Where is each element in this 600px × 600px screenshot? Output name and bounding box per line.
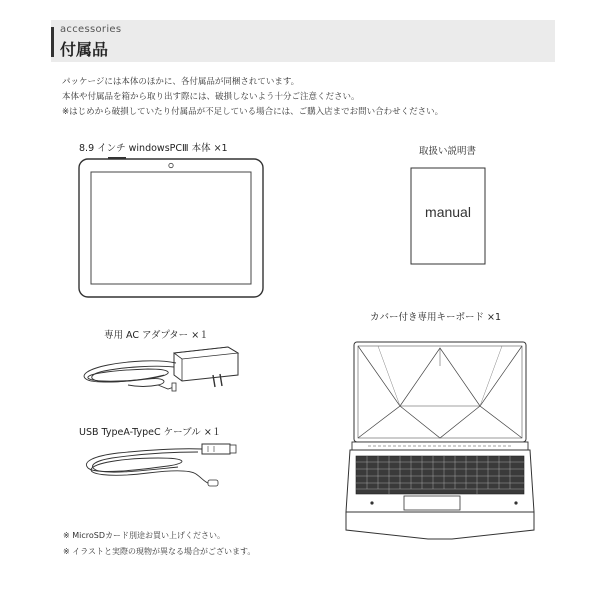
intro-line: ※はじめから破損していたり付属品が不足している場合には、ご購入店までお問い合わせください。 bbox=[62, 107, 444, 117]
keyboard-cover-icon bbox=[338, 336, 544, 540]
intro-text bbox=[62, 75, 443, 120]
tablet-icon bbox=[78, 158, 264, 298]
tablet-label: 8.9 インチ windowsPCⅢ 本体 ×1 bbox=[79, 143, 228, 154]
section-subtitle: accessories bbox=[60, 24, 122, 35]
cable-label: USB TypeA-TypeC ケーブル ×１ bbox=[79, 427, 222, 438]
section-title: 付属品 bbox=[60, 40, 109, 59]
footnote: ※ MicroSDカード別途お買い上げください。 bbox=[63, 531, 226, 540]
section-header-band bbox=[51, 20, 555, 62]
intro-line: パッケージには本体のほかに、各付属品が同梱されています。 bbox=[62, 77, 300, 87]
intro-line: 本体や付属品を箱から取り出す際には、破損しないよう十分ご注意ください。 bbox=[62, 92, 360, 102]
footnote: ※ イラストと実際の現物が異なる場合がございます。 bbox=[63, 547, 256, 556]
keyboard-label: カバー付き専用キーボード ×1 bbox=[370, 312, 502, 323]
manual-label: 取扱い説明書 bbox=[419, 146, 477, 157]
manual-cover-text: manual bbox=[425, 204, 471, 220]
section-header-accent-bar bbox=[51, 27, 54, 57]
usb-cable-icon bbox=[78, 440, 243, 490]
adapter-label: 専用 AC アダプター ×１ bbox=[104, 330, 209, 341]
ac-adapter-icon bbox=[78, 345, 248, 400]
